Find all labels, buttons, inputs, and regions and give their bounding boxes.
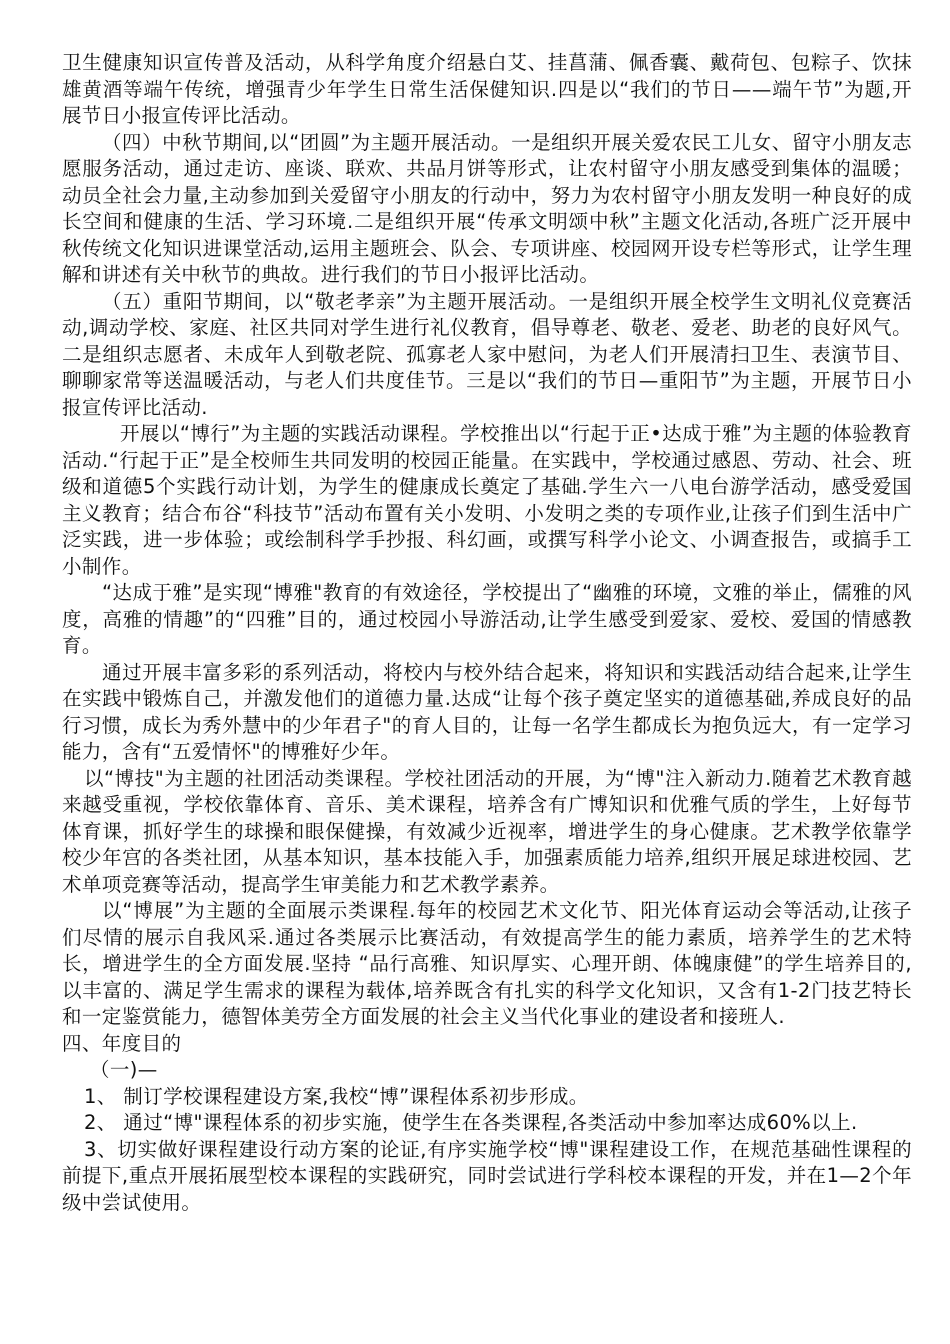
paragraph-dragon-boat-continued: 卫生健康知识宣传普及活动，从科学角度介绍悬白艾、挂菖蒲、佩香囊、戴荷包、包粽子、饮抹雄黄酒等端午传统，增强青少年学生日常生活保健知识.四是以“我们的节日——端午节”为题,开展节日小报宣传评比活动。 bbox=[62, 51, 912, 127]
sub-heading: （一)— bbox=[90, 1058, 158, 1081]
paragraph-da-cheng-yu-ya: “达成于雅”是实现“博雅"教育的有效途径，学校提出了“幽雅的环境，文雅的举止，儒雅的风度，高雅的情趣”的“四雅”目的，通过校园小导游活动,让学生感受到爱家、爱校、爱国的情感教育。 bbox=[62, 581, 912, 657]
paragraph-mid-autumn: （四）中秋节期间,以“团圆”为主题开展活动。一是组织开展关爱农民工儿女、留守小朋友志愿服务活动，通过走访、座谈、联欢、共品月饼等形式，让农村留守小朋友感受到集体的温暖；动员全社会力量,主动参加到关爱留守小朋友的行动中，努力为农村留守小朋友发明一种良好的成长空间和健康的生活、学习环境.二是组织开展“传承文明颂中秋”主题文化活动,各班广泛开展中秋传统文化知识进课堂活动,运用主题班会、队会、专项讲座、校园网开设专栏等形式，让学生理解和讲述有关中秋节的典故。进行我们的节日小报评比活动。 bbox=[62, 130, 912, 286]
goal-item-1: 1、 制订学校课程建设方案,我校“博”课程体系初步形成。 bbox=[84, 1084, 589, 1108]
goal-item-2: 2、 通过“博"课程体系的初步实施，使学生在各类课程,各类活动中参加率达成60%以上. bbox=[84, 1111, 858, 1134]
section-heading: 四、年度目的 bbox=[62, 1031, 182, 1055]
paragraph-series-activities: 通过开展丰富多彩的系列活动，将校内与校外结合起来，将知识和实践活动结合起来,让学生在实践中锻炼自己，并激发他们的道德力量.达成“让每个孩子奠定坚实的道德基础,养成良好的品行习惯，成长为秀外慧中的少年君子"的育人目的，让每一名学生都成长为抱负远大，有一定学习能力，含有“五爱情怀"的博雅好少年。 bbox=[62, 660, 912, 763]
paragraph-bo-zhan: 以“博展”为主题的全面展示类课程.每年的校园艺术文化节、阳光体育运动会等活动,让孩子们尽情的展示自我风采.通过各类展示比赛活动，有效提高学生的能力素质，培养学生的艺术特长，增进学生的全方面发展.坚持 “品行高雅、知识厚实、心理开朗、体魄康健”的学生培养目的,以丰富的、满足学生需求的课程为载体,培养既含有扎实的科学文化知识，又含有1-2门技艺特长和一定鉴赏能力，德智体美劳全方面发展的社会主义当代化事业的建设者和接班人. bbox=[62, 899, 912, 1028]
paragraph-bo-xing: 开展以“博行”为主题的实践活动课程。学校推出以“行起于正•达成于雅”为主题的体验教育活动.“行起于正”是全校师生共同发明的校园正能量。在实践中，学校通过感恩、劳动、社会、班级和道德5个实践行动计划，为学生的健康成长奠定了基础.学生六一八电台游学活动，感受爱国主义教育；结合布谷“科技节”活动布置有关小发明、小发明之类的专项作业,让孩子们到生活中广泛实践，进一步体验；或绘制科学手抄报、科幻画，或撰写科学小论文、小调查报告，或搞手工小制作。 bbox=[62, 422, 912, 578]
paragraph-double-ninth: （五）重阳节期间，以“敬老孝亲”为主题开展活动。一是组织开展全校学生文明礼仪竞赛活动,调动学校、家庭、社区共同对学生进行礼仪教育，倡导尊老、敬老、爱老、助老的良好风气。二是组织志愿者、未成年人到敬老院、孤寡老人家中慰问，为老人们开展清扫卫生、表演节目、聊聊家常等送温暖活动，与老人们共度佳节。三是以“我们的节日—重阳节”为主题，开展节日小报宣传评比活动. bbox=[62, 289, 912, 419]
paragraph-bo-ji: 以“博技"为主题的社团活动类课程。学校社团活动的开展，为“博"注入新动力.随着艺术教育越来越受重视，学校依靠体育、音乐、美术课程，培养含有广博知识和优雅气质的学生，上好每节体育课，抓好学生的球操和眼保健操，有效减少近视率，增进学生的身心健康。艺术教学依靠学校少年宫的各类社团，从基本知识，基本技能入手，加强素质能力培养,组织开展足球进校园、艺术单项竞赛等活动，提高学生审美能力和艺术教学素养。 bbox=[62, 766, 912, 896]
goal-item-3: 3、切实做好课程建设行动方案的论证,有序实施学校“博"课程建设工作，在规范基础性课程的前提下,重点开展拓展型校本课程的实践研究，同时尝试进行学科校本课程的开发，并在1—2个年级中尝试使用。 bbox=[62, 1137, 912, 1214]
document-body bbox=[62, 50, 912, 1216]
